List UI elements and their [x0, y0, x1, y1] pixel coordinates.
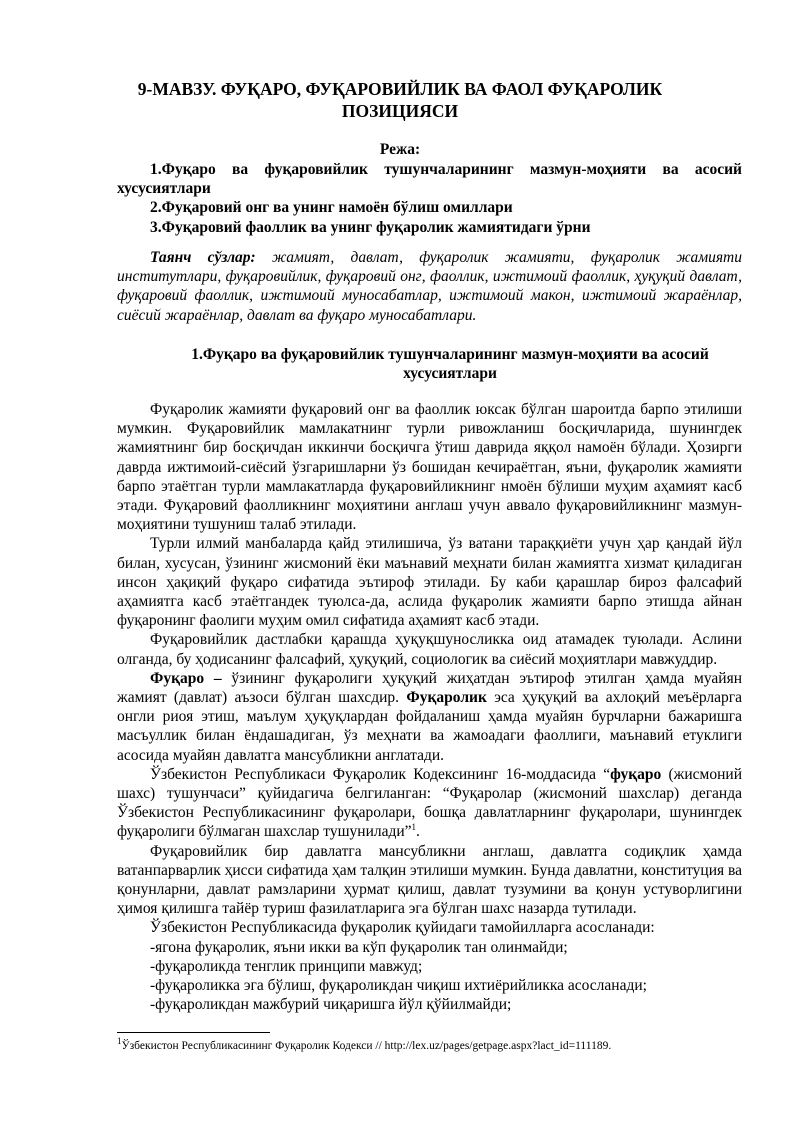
keywords-text: жамият, давлат, фуқаролик жамияти, фуқаролик жамияти институтлари, фуқаровийлик, фуқаровий онг, фаоллик, ижтимоий фаоллик, ҳуқуқий давлат, фуқаровий фаоллик, ижтимоий муносабатлар, ижтимоий макон, ижтимоий жараёнлар, сиёсий жараёнлар, давлат ва фуқаро муносабатлари.: [117, 249, 742, 324]
footnote-text: Ўзбекистон Республикасининг Фуқаролик Кодекси // http://lex.uz/pages/getpage.aspx?lact_id=111189.: [121, 1040, 612, 1052]
list-item: -ягона фуқаролик, яъни икки ва кўп фуқаролик тан олинмайди;: [150, 938, 568, 956]
plan-item-2: 2.Фуқаровий онг ва унинг намоён бўлиш омиллари: [150, 199, 513, 217]
keywords-paragraph: [117, 248, 742, 325]
paragraph-3: Фуқаровийлик дастлабки қарашда ҳуқуқшуносликка оид атамадек туюлади. Аслини олганда, бу ҳодисанинг фалсафий, ҳуқуқий, социологик ва сиёсий моҳиятлари мавжуддир.: [117, 631, 742, 668]
title-line-1: 9-МАВЗУ. ФУҚАРО, ФУҚАРОВИЙЛИК ВА ФАОЛ ФУҚАРОЛИК: [137, 79, 663, 99]
paragraph-5-end: .: [416, 823, 420, 841]
section-heading-line-1: 1.Фуқаро ва фуқаровийлик тушунчаларининг мазмун-моҳияти ва асосий: [191, 346, 709, 363]
paragraph-6: Фуқаровийлик бир давлатга мансубликни англаш, давлатга содиқлик ҳамда ватанпарварлик ҳисси сифатида ҳам талқин этилиши мумкин. Бунда давлатни, конституция ва қонунларни, давлат рамзларини ҳурмат қилиш, давлат тузумини ва қонун устуворлигини ҳимоя қилишга тайёр туриш фазилатларига эга бўлган шахс назарда тутилади.: [117, 842, 742, 918]
footnote-reference[interactable]: 1: [411, 822, 417, 833]
section-heading: [150, 345, 750, 383]
footnote-separator: [117, 1032, 270, 1033]
paragraph-5-text-1: Ўзбекистон Республикаси Фуқаролик Кодексининг 16-моддасида “: [150, 765, 611, 783]
section-body: [117, 400, 742, 1015]
list-item: -фуқароликка эга бўлиш, фуқароликдан чиқиш ихтиёрийликка асосланади;: [150, 977, 647, 995]
keywords-label: Таянч сўзлар:: [150, 249, 256, 266]
term-fuqarolik: Фуқаролик: [406, 689, 487, 707]
term-fuqaro-quoted: фуқаро: [610, 765, 662, 783]
paragraph-5-text-2: (жисмоний шахс) тушунчаси” қуйидагича белгиланган: “Фуқаролар (жисмоний шахслар) деганда Ўзбекистон Республикасининг фуқаролари, бошқа давлатларнинг фуқаролари, шунингдек фуқаролиги бўлмаган шахслар тушунилади”: [117, 765, 742, 841]
page-title: [120, 78, 680, 122]
list-item: -фуқароликдан мажбурий чиқаришга йўл қўйилмайди;: [150, 996, 512, 1014]
plan-heading: Режа:: [379, 141, 421, 158]
plan-item-3: 3.Фуқаровий фаоллик ва унинг фуқаролик жамиятидаги ўрни: [150, 218, 591, 236]
paragraph-1: Фуқаролик жамияти фуқаровий онг ва фаоллик юксак бўлган шароитда барпо этилиши мумкин. Фуқаровийлик мамлакатнинг турли ривожланиш босқичларида, шунингдек жамиятнинг бир босқичдан иккинчи босқичга ўтиш даврида яққол намоён бўлади. Ҳозирги даврда ижтимоий-сиёсий ўзгаришларни ўз бошидан кечираётган, яъни, фуқаролик жамияти барпо этаётган турли мамлакатларда фуқаровийликнинг нмоён бўлиши муҳим аҳамият касб этади. Фуқаровий фаолликнинг моҳиятини англаш учун аввало фуқаровийликнинг мазмун-моҳиятини тушуниш талаб этилади.: [117, 401, 742, 534]
section-heading-line-2: хусусиятлари: [403, 365, 497, 382]
paragraph-4-text-2: эса ҳуқуқий ва ахлоқий меъёрларга онгли риоя этиш, маълум ҳуқуқлардан фойдаланиш ҳамда муайян бурчларни бажаришга масъуллик билан ёндашадиган, ўз меҳнати ва жамоадаги фаоллиги, маънавий етуклиги асосида муайян давлатга мансубликни англатади.: [117, 689, 742, 764]
paragraph-4-text-1: ўзининг фуқаролиги ҳуқуқий жиҳатдан эътироф этилган ҳамда муайян жамият (давлат) аъзоси бўлган шахсдир.: [117, 669, 742, 707]
paragraph-4: [117, 669, 742, 765]
footnote-mark: 1: [117, 1036, 122, 1047]
paragraph-2: Турли илмий манбаларда қайд этилишича, ўз ватани тараққиёти учун ҳар қандай йўл билан, хусусан, ўзининг жисмоний ёки маънавий меҳнати билан жамиятга хизмат қиладиган инсон ҳақиқий фуқаро сифатида эътироф этилади. Бу каби қарашлар бироз фалсафий аҳамиятга касб этаётгандек туюлса-да, аслида фуқаролик жамияти барпо этишда айнан фуқаронинг фаолиги муҳим омил сифатида аҳамият касб этади.: [117, 535, 742, 630]
paragraph-5: [117, 765, 742, 842]
paragraph-7: Ўзбекистон Республикасида фуқаролик қуйидаги тамойилларга асосланади:: [150, 919, 655, 937]
plan-list: [117, 160, 742, 237]
list-item: -фуқароликда тенглик принципи мавжуд;: [150, 957, 423, 975]
term-fuqaro: Фуқаро –: [150, 669, 222, 687]
plan-item-1: 1.Фуқаро ва фуқаровийлик тушунчаларининг мазмун-моҳияти ва асосий хусусиятлари: [117, 161, 742, 198]
footnote: [117, 1036, 757, 1053]
title-line-2: ПОЗИЦИЯСИ: [341, 101, 459, 121]
